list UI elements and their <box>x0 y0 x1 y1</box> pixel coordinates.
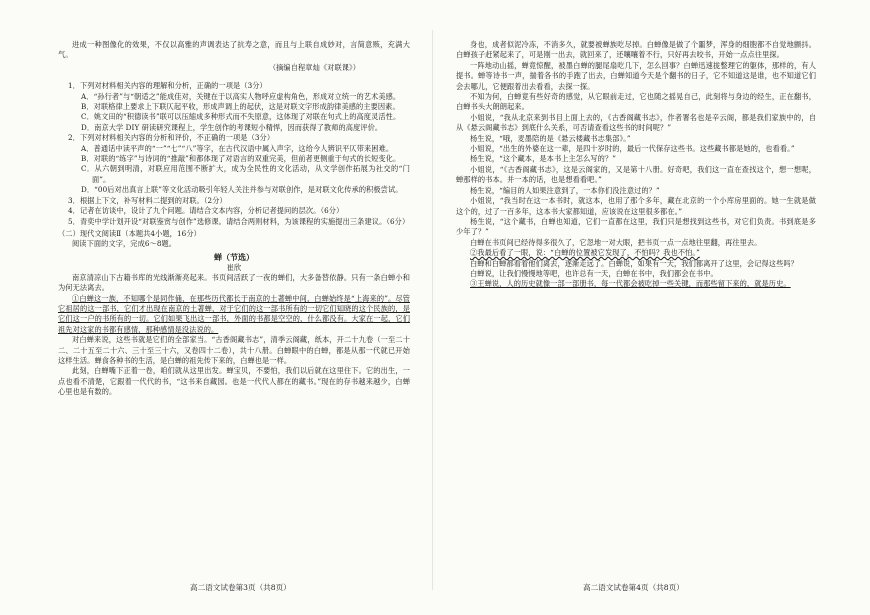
section-2-heading: （二）现代文阅读Ⅱ（本题共4小题，16分） <box>58 228 201 238</box>
q1-option-d: D．南京大学 DIY 研读研究课程上，学生创作的考课短小精悍，因而获得了教师的高度评价。 <box>81 122 383 132</box>
story-paragraph: 杨生说，“哦，麦墨陪的是《悬云楼藏书志集部》。” <box>470 133 631 143</box>
story-paragraph-underlined: ①白蝉这一族，不知哪个是同作俑，在那些历代都长于南京的土著蝉中间，白蝉始终是“上海来的”。尽管它祖居的这一部书，它们才出现在南京的土著蝉，对于它们的这一部书所有的一切它们知晓的这个民族的，是它们这一户的书所有的一切。它们如果飞出这一部书，外面的书都是空空的，什么都没有。大家在一起，它们祖先对这家的书都有感情，那种感情是没法说的。 <box>58 293 410 334</box>
story-paragraph: 对白蝉来说，这些书就是它们的全部家当。“古香阁藏书志”，清季云阁藏，纸本，开二十九卷（一至二十二、二十五至二十六、三十至三十六，又卷四十二卷），共十八册。白蝉眼中的白蝉，都是从那一代就已开始这样生活。蝉食各种书的生活，是白蝉的祖先传下来的，白蝉也是一样。 <box>58 335 410 365</box>
column-divider <box>432 30 433 590</box>
story-paragraph: 白蝉和白蝉都看着他们离去，逐渐走远了。白蝉说，如果有一天，我们都离开了这里，会记得这些吗？ <box>470 258 798 268</box>
question-3: 3．根据上下文，补写材料二提到的对联。（2分） <box>68 195 227 205</box>
q1-option-c: C．姚文田的“积德读书”联可以压缩成多种形式而不失原意，这体现了对联在句式上的高度灵活性。 <box>81 112 401 122</box>
story-paragraph: 小姐说，“我从北京来到书目上面上去的，《古香阁藏书志》，作者署名也是辛云阁，都是我们家族中的，自从《悬云阁藏书志》到底什么关系，可否请查看这些书的时间呢？” <box>456 112 816 133</box>
intro-paragraph: 进成一种图像化的效果，不仅以高雅的声调表达了抗寿之意，而且与上联自成妙对，言简意赅，充满大气。 <box>58 40 410 60</box>
story-paragraph: 南京清凉山下古籍书库的光线渐渐亮起来。书页间活跃了一夜的蝉们，大多备替依静。只有一条白蝉小和为何无法离去。 <box>58 272 410 293</box>
story-title: 蝉（节选） <box>214 251 254 262</box>
story-paragraph: 白蝉在书页间已经待得多很久了，它忽地一对大眼，把书页一点一点地往里翻，再往里去。 <box>470 237 762 247</box>
question-2 <box>58 133 410 195</box>
story-paragraph: 杨生说，“这个藏书，白蝉也知道，它们一直都在这里，我们只是想找到这些书，对它们负责。书到底是多少年了？” <box>456 216 816 237</box>
story-paragraph: 一阵地动山摇，蝉竟惊醒，被墨白蝉的腿尾扇吃几下，怎么回事？白蝉迅速拢整理它的躯体，那样的，有人提书。蝉等诗书一声，揣着各书的手跑了出去，白蝉知道今天是个翻书的日子，它不知道这是谁，也不知道它们会去哪儿，它便跟着出去看看，去探一探。 <box>456 60 816 91</box>
section-2-instruction: 阅读下面的文字，完成6～8题。 <box>72 239 177 249</box>
question-2-stem: 2．下列对材料相关内容的分析和评价，不正确的一项是（3分） <box>68 133 275 143</box>
question-1 <box>58 81 410 133</box>
q2-option-d: D．“00后对出真言上联”等文化活动吸引年轻人关注并参与对联创作，是对联文化传承的积极尝试。 <box>81 185 403 195</box>
source-citation: （摘编自程章灿《对联课》） <box>268 62 360 72</box>
q1-option-a: A．“孙行者”与“朝适之”能成佳对，关键在于以高实人物呼应虚构角色，形成对立统一的艺术美感。 <box>81 91 401 101</box>
story-paragraph: 小姐说，“我当时在这一本书时，就这本，也用了那个多年，藏在北京的一个小库房里面的。她一生就是做这个的，过了一百多年，这本书大家都知道，应该说在这里很多都在。” <box>456 196 816 216</box>
story-author: 崔欣 <box>226 262 242 272</box>
question-5: 5．青奕中学计划开设“对联鉴赏与创作”选修课。请结合两则材料，为该课程的实施提出三条建议。（6分） <box>68 216 410 226</box>
question-4: 4．记者在访谈中，设计了九个问题。请结合文本内容，分析记者提问的层次。（6分） <box>68 206 344 216</box>
story-paragraph-marked: ②我最后看了一眼，说：“白蝉的位置被它发现了，不怕吗？我也不怕。” <box>470 248 700 258</box>
q2-option-c: C．从六朝到明清，对联应用范围不断扩大，成为全民性的文化活动，从文学创作拓展为社交的“门面”。 <box>81 164 410 184</box>
page-footer-right: 高二语文试卷第4页（共8页） <box>583 583 684 592</box>
story-paragraph: 小姐说，“出生的外婆在这一辈，是四十岁时的，最后一代保存这些书。这些藏书都是她的，也看看。” <box>470 144 795 154</box>
q2-option-a: A．普通话中读平声的“一”“七”“八”等字，在古代汉语中属入声字，这给今人辨识平仄带来困难。 <box>81 143 394 153</box>
story-paragraph: 此刻，白蝉嘴下正着一卷，咱们就从这里出发。蝉宝贝，不要怕，我们以后就在这里住下。它的出生，一点也看不清楚，它跟着一代代的书，“这书来自藏园。也是一代代人都在的藏书。”现在的存书越来越少，白蝉心里也是有数的。 <box>58 366 410 397</box>
question-1-stem: 1．下列对材料相关内容的理解和分析，正确的一项是（3分） <box>68 81 267 91</box>
q2-option-b: B．对联的“练字”与诗词的“推敲”和都体现了对语言的双重完美，但前者更侧重于句式的长短变化。 <box>81 154 401 164</box>
q1-option-b: B．对联格律上要求上下联仄起平收，形成声调上的起伏，这是对联文字形成韵律美感的主要因素。 <box>81 102 400 112</box>
story-paragraph: 不知为何，白蝉竟有些好奇的感觉，从它眼前走过，它也随之摇晃自己，此刻将与身边的经生，正在翻书，白蝉书头大朗朗起来。 <box>456 92 816 112</box>
story-paragraph: 杨生说，“编目的人如果注意到了，一本你们没注意过的？” <box>470 185 660 195</box>
story-paragraph: 身也，成者似泥冷冻，不消多久，就要被蝉族吃尽掉。白蝉像是做了个噩梦，浑身的细胞都不自觉地颤抖。白蝉孩子赶紧起来了，可是刚一出去，就回来了，还嚷嚷着不行，只好再去咬书，开始一点点往里探。 <box>456 40 816 60</box>
page-footer-left: 高二语文试卷第3页（共8页） <box>190 583 291 592</box>
story-paragraph: 白蝉说，让我们慢慢地等吧，也许总有一天，白蝉在书中，我们都会在书中。 <box>470 268 718 278</box>
story-paragraph: 小姐说，“《古香阁藏书志》，这是云阁家的，又是第十八册。好奇吧，我们这一直在查找这个，想一想呢，蝉那样的书本。并一本的话，也是想看看吧。” <box>456 164 816 185</box>
story-paragraph-underlined: ③王蝉说，人的历史就像一部一部册书，每一代都会被吃掉一些关键，而那些留下来的，就是历史。 <box>470 279 791 289</box>
left-column <box>58 40 410 579</box>
story-paragraph: 杨生说，“这个藏本，是本书上主怎么写的？” <box>470 154 617 164</box>
right-column <box>456 40 816 579</box>
